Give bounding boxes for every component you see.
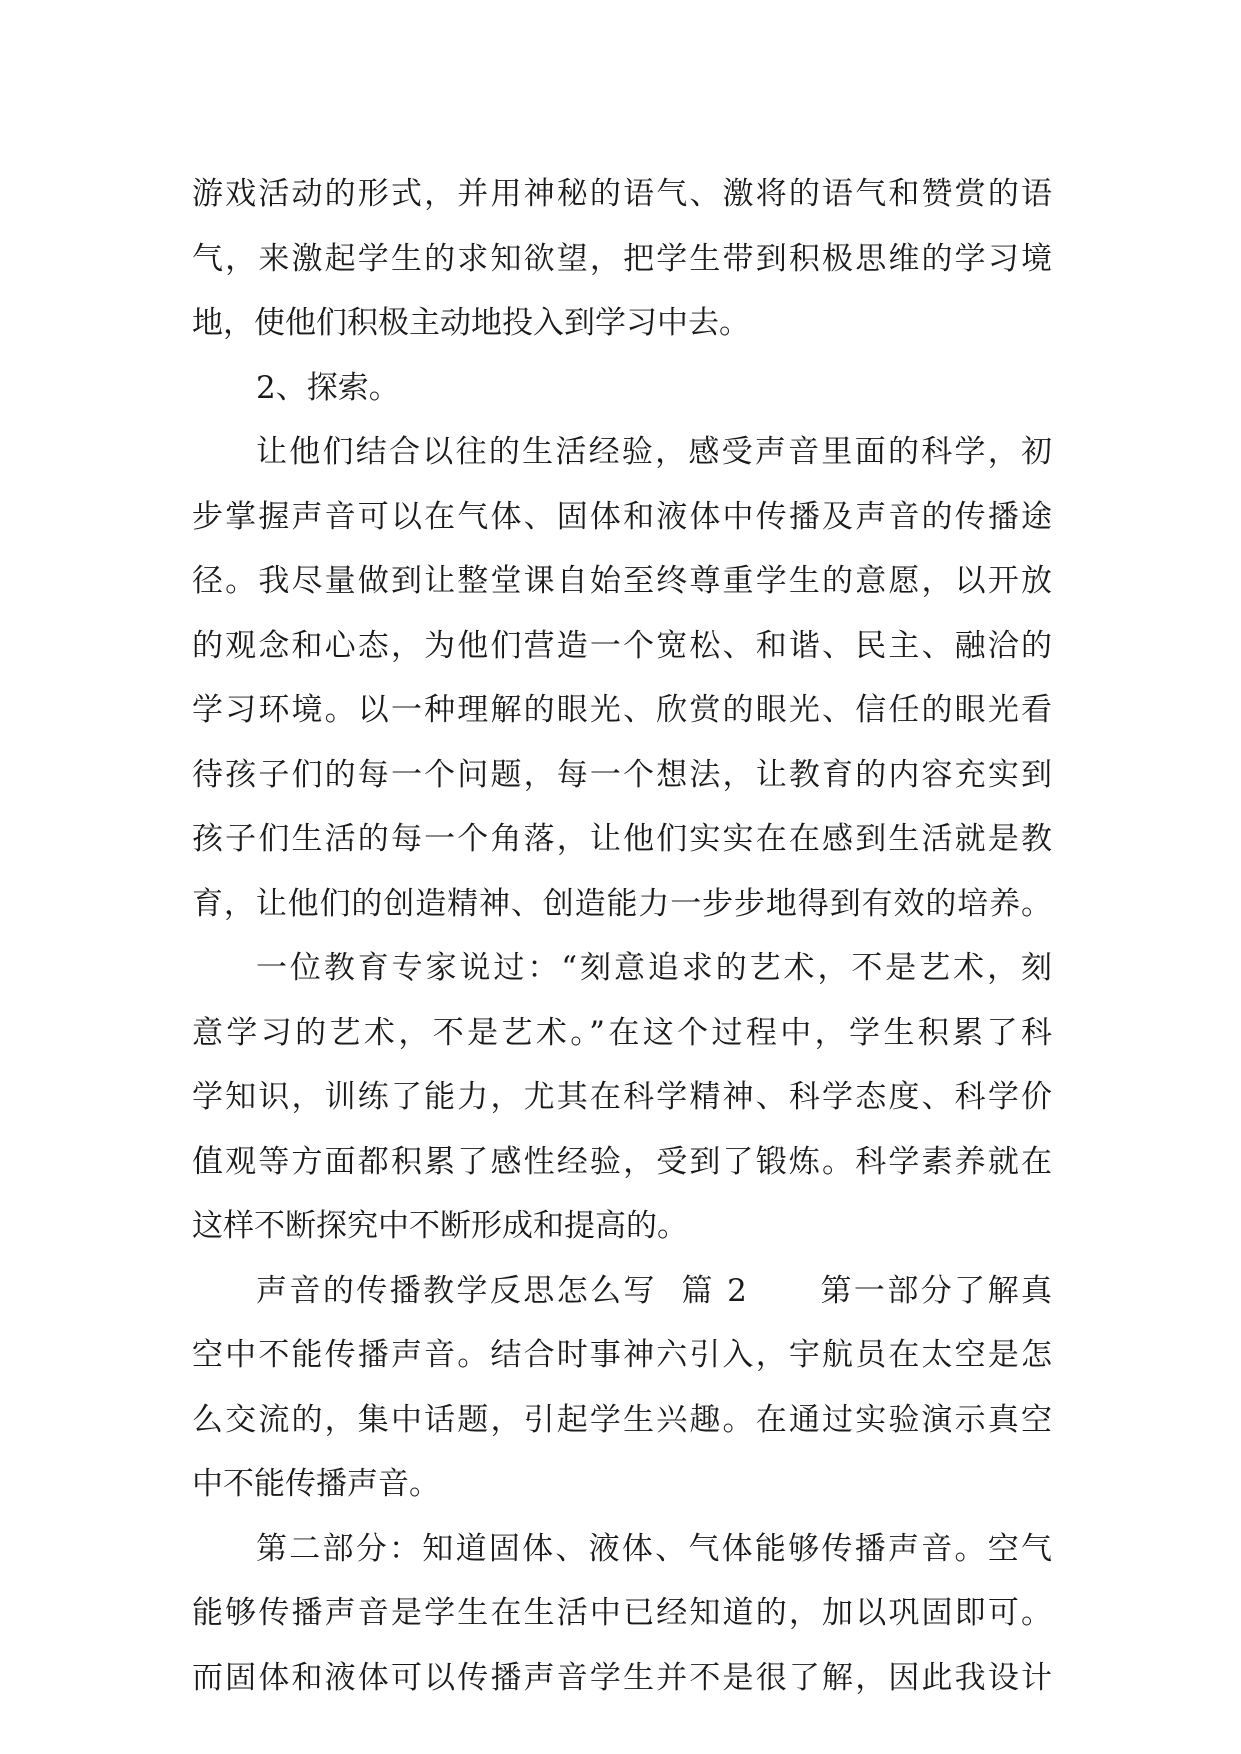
text-line: 径。我尽量做到让整堂课自始至终尊重学生的意愿，以开放 [192,563,1052,599]
text-line: 游戏活动的形式，并用神秘的语气、激将的语气和赞赏的语 [192,176,1052,212]
text-line: 空中不能传播声音。结合时事神六引入，宇航员在太空是怎 [192,1337,1052,1373]
text-line: 意学习的艺术，不是艺术。”在这个过程中，学生积累了科 [192,1014,1052,1051]
text-line: 学习环境。以一种理解的眼光、欣赏的眼光、信任的眼光看 [192,692,1052,728]
text-line: 的观念和心态，为他们营造一个宽松、和谐、民主、融洽的 [192,627,1052,664]
text-line: 中不能传播声音。 [192,1466,440,1502]
text-line: 这样不断探究中不断形成和提高的。 [192,1208,688,1244]
text-line: 让他们结合以往的生活经验，感受声音里面的科学，初 [256,434,1052,470]
text-line: 步掌握声音可以在气体、固体和液体中传播及声音的传播途 [192,498,1052,535]
text-line: 育，让他们的创造精神、创造能力一步步地得到有效的培养。 [192,885,1052,922]
section-heading: 2、探索。 [256,369,400,406]
text-line: 能够传播声音是学生在生活中已经知道的，加以巩固即可。 [192,1595,1052,1631]
text-line: 一位教育专家说过：“刻意追求的艺术，不是艺术，刻 [256,950,1052,986]
text-line: 值观等方面都积累了感性经验，受到了锻炼。科学素养就在 [192,1143,1052,1180]
body-text [192,162,1052,1710]
text-line: 第二部分：知道固体、液体、气体能够传播声音。空气 [256,1530,1052,1567]
text-line: 气，来激起学生的求知欲望，把学生带到积极思维的学习境 [192,240,1052,277]
text-line: 而固体和液体可以传播声音学生并不是很了解，因此我设计 [192,1659,1052,1696]
text-line: 学知识，训练了能力，尤其在科学精神、科学态度、科学价 [192,1079,1052,1115]
text-line: 待孩子们的每一个问题，每一个想法，让教育的内容充实到 [192,756,1052,793]
text-line: 地，使他们积极主动地投入到学习中去。 [192,305,750,341]
text-line: 孩子们生活的每一个角落，让他们实实在在感到生活就是教 [192,821,1052,857]
article-heading-line: 声音的传播教学反思怎么写 篇 2 第一部分了解真 [256,1272,1052,1309]
text-line: 么交流的，集中话题，引起学生兴趣。在通过实验演示真空 [192,1401,1052,1438]
